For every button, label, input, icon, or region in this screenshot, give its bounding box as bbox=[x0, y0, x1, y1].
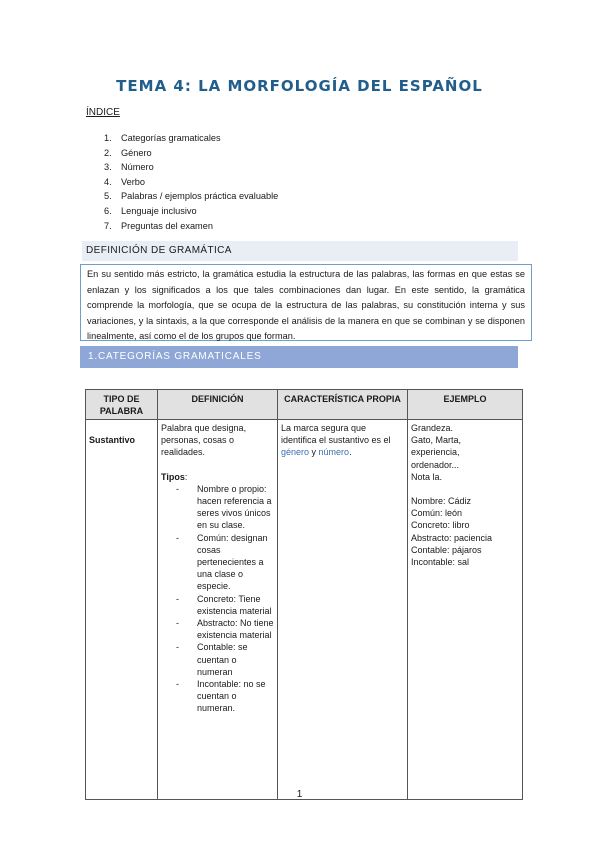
example-type-line: Concreto: libro bbox=[411, 520, 470, 531]
tipos-label-text: Tipos bbox=[161, 471, 185, 482]
index-item-text: Género bbox=[121, 147, 152, 158]
definition-text: En su sentido más estricto, la gramática estudia la estructura de las palabras, las formas en que estas se enlazan y los significados a los que tales combinaciones dan lugar. En este sentido, la gramática comprende la morfología, que se ocupa de la estructura de las palabras, su constitución interna y sus variaciones, y la sintaxis, a la que corresponde el análisis de la manera en que se combinan y se disponen linealmente, así como el de los grupos que forman. bbox=[87, 269, 525, 341]
index-item bbox=[104, 131, 278, 146]
table-header-row bbox=[86, 390, 523, 420]
index-item bbox=[104, 189, 278, 204]
index-item-number: 7. bbox=[104, 220, 112, 231]
example-line: experiencia, bbox=[411, 447, 460, 458]
index-item-text: Preguntas del examen bbox=[121, 220, 213, 231]
example-type-line: Contable: pájaros bbox=[411, 544, 482, 555]
tipos-list bbox=[161, 483, 274, 715]
list-item bbox=[176, 593, 274, 617]
tipos-colon: : bbox=[184, 471, 188, 482]
list-item bbox=[176, 532, 274, 593]
index-item-text: Categorías gramaticales bbox=[121, 133, 221, 143]
characteristic-text: La marca segura que identifica el sustantivo es el bbox=[281, 423, 391, 446]
example-line: Gato, Marta, bbox=[411, 435, 462, 446]
bullet-dash: - bbox=[176, 593, 179, 604]
index-label: ÍNDICE bbox=[86, 107, 120, 118]
column-header-caracteristica: CARACTERÍSTICA PROPIA bbox=[278, 390, 408, 420]
index-item bbox=[104, 219, 278, 234]
numero-link[interactable]: número bbox=[318, 447, 350, 458]
bullet-dash: - bbox=[176, 483, 179, 494]
index-item bbox=[104, 160, 278, 175]
document-title: TEMA 4: LA MORFOLOGÍA DEL ESPAÑOL bbox=[116, 77, 483, 95]
characteristic-period: . bbox=[349, 447, 352, 458]
categories-section-header: 1.CATEGORÍAS GRAMATICALES bbox=[80, 346, 518, 368]
word-type-label: Sustantivo bbox=[89, 435, 136, 445]
column-header-ejemplo: EJEMPLO bbox=[408, 390, 523, 420]
table-row bbox=[86, 420, 523, 800]
index-item-number: 6. bbox=[104, 205, 112, 216]
tipo-text: Concreto: Tiene existencia material bbox=[197, 593, 272, 616]
list-item bbox=[176, 483, 274, 532]
index-item bbox=[104, 204, 278, 219]
index-item-text: Palabras / ejemplos práctica evaluable bbox=[121, 191, 279, 202]
grammatical-categories-table bbox=[85, 389, 523, 800]
column-header-definicion: DEFINICIÓN bbox=[158, 390, 278, 420]
genero-link[interactable]: género bbox=[281, 447, 310, 458]
example-type-line: Incontable: sal bbox=[411, 557, 470, 568]
cell-ejemplo bbox=[408, 420, 523, 800]
tipos-label bbox=[161, 471, 274, 483]
tipo-text: Contable: se cuentan o numeran bbox=[197, 642, 248, 677]
index-item-number: 1. bbox=[104, 133, 112, 143]
index-item bbox=[104, 175, 278, 190]
tipo-text: Común: designan cosas pertenecientes a una clase o especie. bbox=[197, 532, 268, 592]
tipo-text: Incontable: no se cuentan o numeran. bbox=[197, 679, 266, 714]
bullet-dash: - bbox=[176, 618, 179, 629]
bullet-dash: - bbox=[176, 679, 179, 690]
index-item-number: 4. bbox=[104, 176, 112, 187]
tipo-text: Abstracto: No tiene existencia material bbox=[197, 618, 274, 641]
example-line: ordenador... bbox=[411, 459, 460, 470]
list-item bbox=[176, 641, 274, 678]
index-item-number: 3. bbox=[104, 162, 112, 173]
bullet-dash: - bbox=[176, 532, 179, 543]
index-list bbox=[104, 131, 278, 233]
page-number: 1 bbox=[296, 789, 303, 800]
characteristic-connector: y bbox=[309, 447, 319, 458]
definition-section-header: DEFINICIÓN DE GRAMÁTICA bbox=[82, 241, 518, 261]
cell-definicion bbox=[158, 420, 278, 800]
index-item-text: Verbo bbox=[121, 176, 146, 187]
index-item bbox=[104, 146, 278, 161]
tipo-text: Nombre o propio: hacen referencia a seres vivos únicos en su clase. bbox=[197, 483, 272, 531]
example-type-line: Común: león bbox=[411, 508, 463, 519]
index-item-text: Lenguaje inclusivo bbox=[121, 205, 197, 216]
example-type-line: Abstracto: paciencia bbox=[411, 532, 493, 543]
list-item bbox=[176, 617, 274, 641]
example-line: Grandeza. bbox=[411, 423, 454, 433]
example-type-line: Nombre: Cádiz bbox=[411, 496, 472, 507]
index-item-number: 2. bbox=[104, 147, 112, 158]
example-line: Nota la. bbox=[411, 471, 443, 482]
definition-text-box bbox=[80, 264, 532, 341]
definition-cell-text: Palabra que designa, personas, cosas o realidades. bbox=[161, 423, 247, 458]
bullet-dash: - bbox=[176, 642, 179, 653]
index-item-number: 5. bbox=[104, 191, 112, 202]
index-item-text: Número bbox=[121, 162, 154, 173]
cell-caracteristica bbox=[278, 420, 408, 800]
cell-tipo bbox=[86, 420, 158, 800]
list-item bbox=[176, 678, 274, 715]
column-header-tipo: TIPO DE PALABRA bbox=[86, 390, 158, 420]
